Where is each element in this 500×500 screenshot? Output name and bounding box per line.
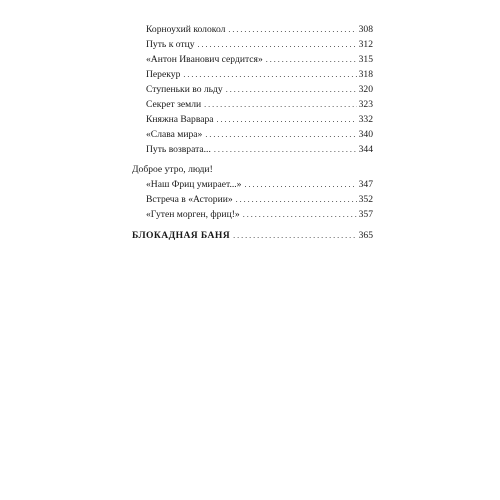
dot-leader xyxy=(244,178,356,192)
toc-major-page: 365 xyxy=(358,230,373,241)
dot-leader xyxy=(204,98,356,112)
section-heading: Доброе утро, люди! xyxy=(132,164,213,175)
toc-entry-title: Путь возврата... xyxy=(146,144,211,155)
dot-leader xyxy=(233,229,357,243)
dot-leader xyxy=(217,113,357,127)
toc-entry-page: 320 xyxy=(358,84,373,95)
toc-entry xyxy=(146,23,373,37)
toc-entry xyxy=(146,113,373,127)
toc-entry xyxy=(146,178,373,192)
toc-entry-page: 318 xyxy=(358,69,373,80)
toc-entry-page: 357 xyxy=(358,209,373,220)
toc-entry xyxy=(146,193,373,207)
toc-entry-page: 347 xyxy=(358,179,373,190)
toc-entry-page: 315 xyxy=(358,54,373,65)
toc-entry xyxy=(146,38,373,52)
dot-leader xyxy=(205,128,356,142)
toc-entry xyxy=(146,98,373,112)
toc-entry-page: 344 xyxy=(358,144,373,155)
toc-entry xyxy=(146,128,373,142)
dot-leader xyxy=(243,208,357,222)
toc-entry-title: Княжна Варвара xyxy=(146,114,214,125)
dot-leader xyxy=(266,53,357,67)
toc-entry xyxy=(146,83,373,97)
dot-leader xyxy=(228,23,356,37)
dot-leader xyxy=(198,38,357,52)
toc-entry-page: 340 xyxy=(358,129,373,140)
toc-entry-title: «Наш Фриц умирает...» xyxy=(146,179,242,190)
dot-leader xyxy=(236,193,357,207)
toc-major-entry xyxy=(132,229,373,243)
toc-entry-page: 323 xyxy=(358,99,373,110)
toc-entry-page: 352 xyxy=(358,194,373,205)
toc-entry-title: «Гутен морген, фриц!» xyxy=(146,209,240,220)
toc-entry-page: 312 xyxy=(358,39,373,50)
toc-entry-page: 308 xyxy=(358,24,373,35)
toc-entry-title: Путь к отцу xyxy=(146,39,195,50)
toc-entry-title: «Антон Иванович сердится» xyxy=(146,54,263,65)
toc-entry-title: Ступеньки во льду xyxy=(146,84,223,95)
toc-entry-title: Перекур xyxy=(146,69,181,80)
dot-leader xyxy=(183,68,356,82)
toc-entry xyxy=(146,208,373,222)
toc-entry xyxy=(146,53,373,67)
toc-entry xyxy=(146,68,373,82)
toc-entry-title: «Слава мира» xyxy=(146,129,203,140)
toc-entry-title: Секрет земли xyxy=(146,99,202,110)
dot-leader xyxy=(214,143,357,157)
dot-leader xyxy=(226,83,357,97)
toc-entry-title: Встреча в «Астории» xyxy=(146,194,233,205)
toc-entry-title: Корноухий колокол xyxy=(146,24,226,35)
toc-entry xyxy=(146,143,373,157)
toc-major-title: БЛОКАДНАЯ БАНЯ xyxy=(132,230,231,241)
toc-entry-page: 332 xyxy=(358,114,373,125)
